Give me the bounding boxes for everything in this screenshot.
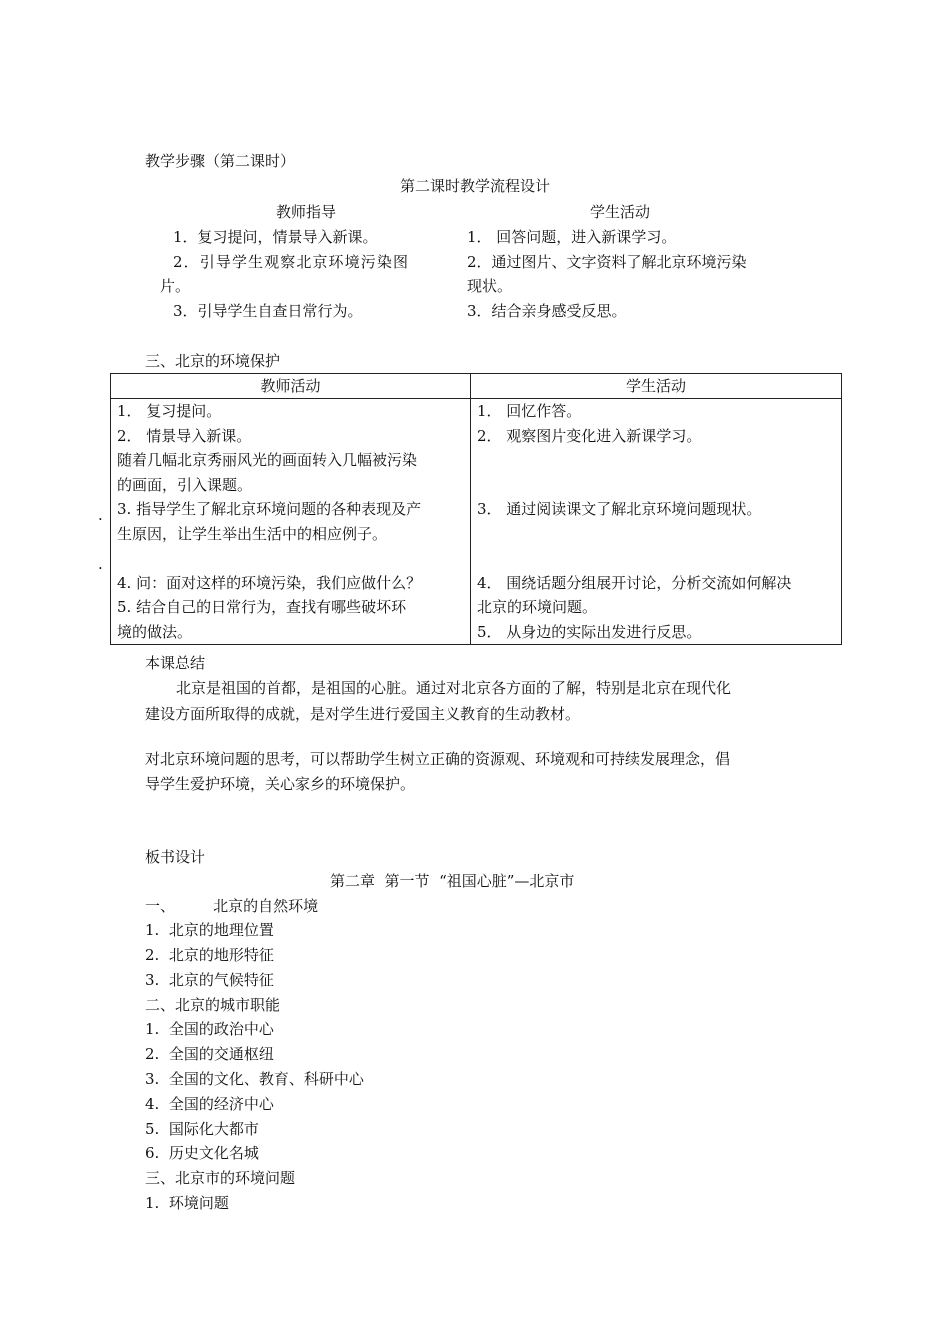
flow-teacher-line: 1．复习提问，情景导入新课。 (173, 228, 378, 246)
cell-line (117, 546, 464, 571)
teacher-activity-cell (111, 399, 471, 645)
flow-teacher-line: 2．引导学生观察北京环境污染图 (173, 253, 410, 271)
teacher-activity-header: 教师活动 (111, 374, 471, 399)
cell-line: 4. 问：面对这样的环境污染，我们应做什么？ (117, 573, 422, 592)
cell-line: 随着几幅北京秀丽风光的画面转入几幅被污染 (117, 451, 418, 469)
flow-student-line: 3．结合亲身感受反思。 (467, 302, 627, 320)
flow-student-line: 现状。 (467, 277, 513, 295)
cell-line: 的画面，引入课题。 (117, 475, 253, 494)
cell-line: 5． 从身边的实际出发进行反思。 (477, 622, 702, 641)
board-line: 1. 全国的政治中心 (145, 1020, 274, 1038)
board-line: 4. 全国的经济中心 (145, 1095, 274, 1113)
flow-student-line: 2．通过图片、文字资料了解北京环境污染 (467, 253, 747, 271)
cell-line: 3. 指导学生了解北京环境问题的各种表现及产 (117, 500, 422, 518)
cell-line: 5. 结合自己的日常行为，查找有哪些破坏环 (117, 598, 407, 616)
margin-dot: . (98, 506, 103, 524)
flow-title: 第二课时教学流程设计 (399, 177, 550, 195)
board-line: 二、北京的城市职能 (145, 996, 281, 1014)
summary-paragraph-1-cont: 建设方面所取得的成就，是对学生进行爱国主义教育的生动教材。 (145, 705, 581, 723)
student-activity-cell (471, 399, 842, 645)
cell-line: 4． 围绕话题分组展开讨论，分析交流如何解决 (477, 573, 792, 592)
board-line: 6. 历史文化名城 (145, 1144, 259, 1162)
board-line: 2. 全国的交通枢纽 (145, 1045, 274, 1063)
flow-student-header: 学生活动 (590, 203, 651, 221)
section3-heading: 三、北京的环境保护 (145, 352, 281, 370)
summary-paragraph-1: 北京是祖国的首都，是祖国的心脏。通过对北京各方面的了解，特别是北京在现代化 (176, 679, 732, 697)
board-line: 一、 北京的自然环境 (145, 897, 319, 915)
cell-line: 境的做法。 (117, 622, 193, 641)
board-title: 第二章 第一节 “祖国心脏”—北京市 (330, 872, 575, 890)
cell-line (477, 522, 835, 547)
board-heading: 板书设计 (145, 848, 206, 866)
cell-line (477, 448, 835, 473)
board-line: 3. 北京的气候特征 (145, 971, 274, 989)
flow-teacher-header: 教师指导 (276, 203, 337, 221)
cell-line: 3． 通过阅读课文了解北京环境问题现状。 (477, 500, 762, 518)
board-line: 5. 国际化大都市 (145, 1120, 259, 1138)
activity-table (110, 373, 842, 645)
cell-line: 2． 观察图片变化进入新课学习。 (477, 426, 702, 445)
cell-line: 北京的环境问题。 (477, 598, 598, 616)
cell-line (477, 473, 835, 498)
board-line: 1. 北京的地理位置 (145, 921, 274, 939)
flow-student-line: 1． 回答问题，进入新课学习。 (467, 228, 677, 246)
cell-line: 1． 复习提问。 (117, 402, 222, 420)
cell-line: 2． 情景导入新课。 (117, 426, 252, 445)
summary-heading: 本课总结 (145, 654, 206, 672)
summary-paragraph-2-cont: 导学生爱护环境，关心家乡的环境保护。 (145, 775, 416, 793)
cell-line: 1． 回忆作答。 (477, 402, 582, 420)
student-activity-header: 学生活动 (471, 374, 842, 399)
board-line: 三、北京市的环境问题 (145, 1169, 296, 1187)
board-line: 3. 全国的文化、教育、科研中心 (145, 1070, 364, 1088)
table-header-row (111, 374, 842, 399)
table-row (111, 399, 842, 645)
summary-paragraph-2: 对北京环境问题的思考，可以帮助学生树立正确的资源观、环境观和可持续发展理念，倡 (145, 750, 731, 768)
cell-line (477, 546, 835, 571)
margin-dot: . (98, 555, 103, 573)
cell-line: 生原因，让学生举出生活中的相应例子。 (117, 524, 388, 543)
steps-heading: 教学步骤（第二课时） (145, 152, 296, 170)
flow-teacher-line: 片。 (160, 277, 191, 295)
board-line: 1. 环境问题 (145, 1194, 229, 1212)
flow-teacher-line: 3．引导学生自查日常行为。 (173, 302, 363, 320)
board-line: 2. 北京的地形特征 (145, 946, 274, 964)
